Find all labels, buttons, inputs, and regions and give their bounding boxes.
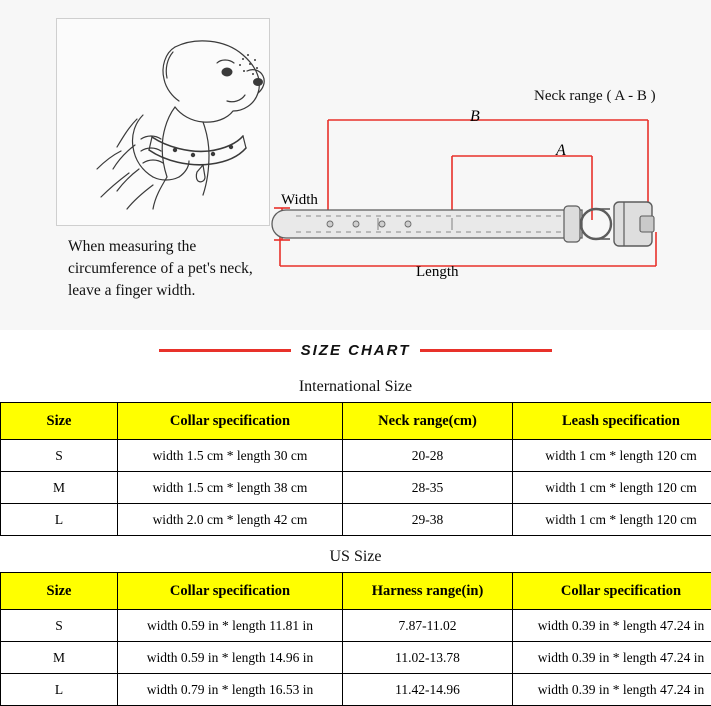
column-header-collar-spec-2: Collar specification <box>513 573 711 610</box>
collar-diagram-svg <box>252 20 711 320</box>
label-a: A <box>556 142 566 160</box>
column-header-neck-range: Neck range(cm) <box>343 403 513 440</box>
table-header-row <box>1 403 711 440</box>
measuring-caption: When measuring the circumference of a pet's neck, leave a finger width. <box>68 236 286 302</box>
label-length: Length <box>416 264 459 281</box>
table-row <box>1 642 711 674</box>
table-row <box>1 674 711 706</box>
column-header-harness-range: Harness range(in) <box>343 573 513 610</box>
table-row <box>1 440 711 472</box>
cell-collar-spec: width 1.5 cm * length 38 cm <box>118 472 343 504</box>
column-header-collar-spec: Collar specification <box>118 573 343 610</box>
cell-neck-range: 28-35 <box>343 472 513 504</box>
cell-leash-spec: width 1 cm * length 120 cm <box>513 440 711 472</box>
dog-measuring-panel <box>56 18 276 308</box>
tables-wrapper <box>0 374 711 706</box>
cell-leash-spec: width 1 cm * length 120 cm <box>513 472 711 504</box>
international-size-table <box>0 402 711 536</box>
dog-measuring-icon <box>57 19 269 225</box>
cell-neck-range: 20-28 <box>343 440 513 472</box>
column-header-collar-spec: Collar specification <box>118 403 343 440</box>
collar-d-ring <box>581 209 611 239</box>
banner-rule-right <box>420 349 552 352</box>
cell-collar-spec: width 0.59 in * length 14.96 in <box>118 642 343 674</box>
illustration-area <box>0 0 711 330</box>
cell-harness-range: 7.87-11.02 <box>343 610 513 642</box>
banner-title: SIZE CHART <box>301 342 411 359</box>
cell-collar-spec: width 1.5 cm * length 30 cm <box>118 440 343 472</box>
cell-harness-range: 11.02-13.78 <box>343 642 513 674</box>
cell-leash-spec: width 1 cm * length 120 cm <box>513 504 711 536</box>
cell-size: M <box>1 472 118 504</box>
collar-strap <box>272 210 582 238</box>
table-spacer <box>0 536 711 546</box>
cell-size: M <box>1 642 118 674</box>
cell-collar-spec-2: width 0.39 in * length 47.24 in <box>513 674 711 706</box>
table-row <box>1 610 711 642</box>
cell-size: L <box>1 674 118 706</box>
cell-size: L <box>1 504 118 536</box>
table-row <box>1 472 711 504</box>
cell-collar-spec-2: width 0.39 in * length 47.24 in <box>513 610 711 642</box>
column-header-leash-spec: Leash specification <box>513 403 711 440</box>
cell-collar-spec-2: width 0.39 in * length 47.24 in <box>513 642 711 674</box>
neck-range-label: Neck range ( A - B ) <box>534 88 656 105</box>
cell-neck-range: 29-38 <box>343 504 513 536</box>
cell-size: S <box>1 610 118 642</box>
dog-illustration-frame <box>56 18 270 226</box>
collar-keeper-loop <box>564 206 580 242</box>
cell-collar-spec: width 0.59 in * length 11.81 in <box>118 610 343 642</box>
table-header-row <box>1 573 711 610</box>
size-chart-banner <box>0 330 711 374</box>
table-row <box>1 504 711 536</box>
us-size-table <box>0 572 711 706</box>
cell-collar-spec: width 0.79 in * length 16.53 in <box>118 674 343 706</box>
label-b: B <box>470 108 480 126</box>
column-header-size: Size <box>1 403 118 440</box>
label-width: Width <box>281 192 318 209</box>
cell-collar-spec: width 2.0 cm * length 42 cm <box>118 504 343 536</box>
us-size-title: US Size <box>0 548 711 566</box>
cell-size: S <box>1 440 118 472</box>
banner-rule-left <box>159 349 291 352</box>
column-header-size: Size <box>1 573 118 610</box>
international-size-title: International Size <box>0 378 711 396</box>
cell-harness-range: 11.42-14.96 <box>343 674 513 706</box>
